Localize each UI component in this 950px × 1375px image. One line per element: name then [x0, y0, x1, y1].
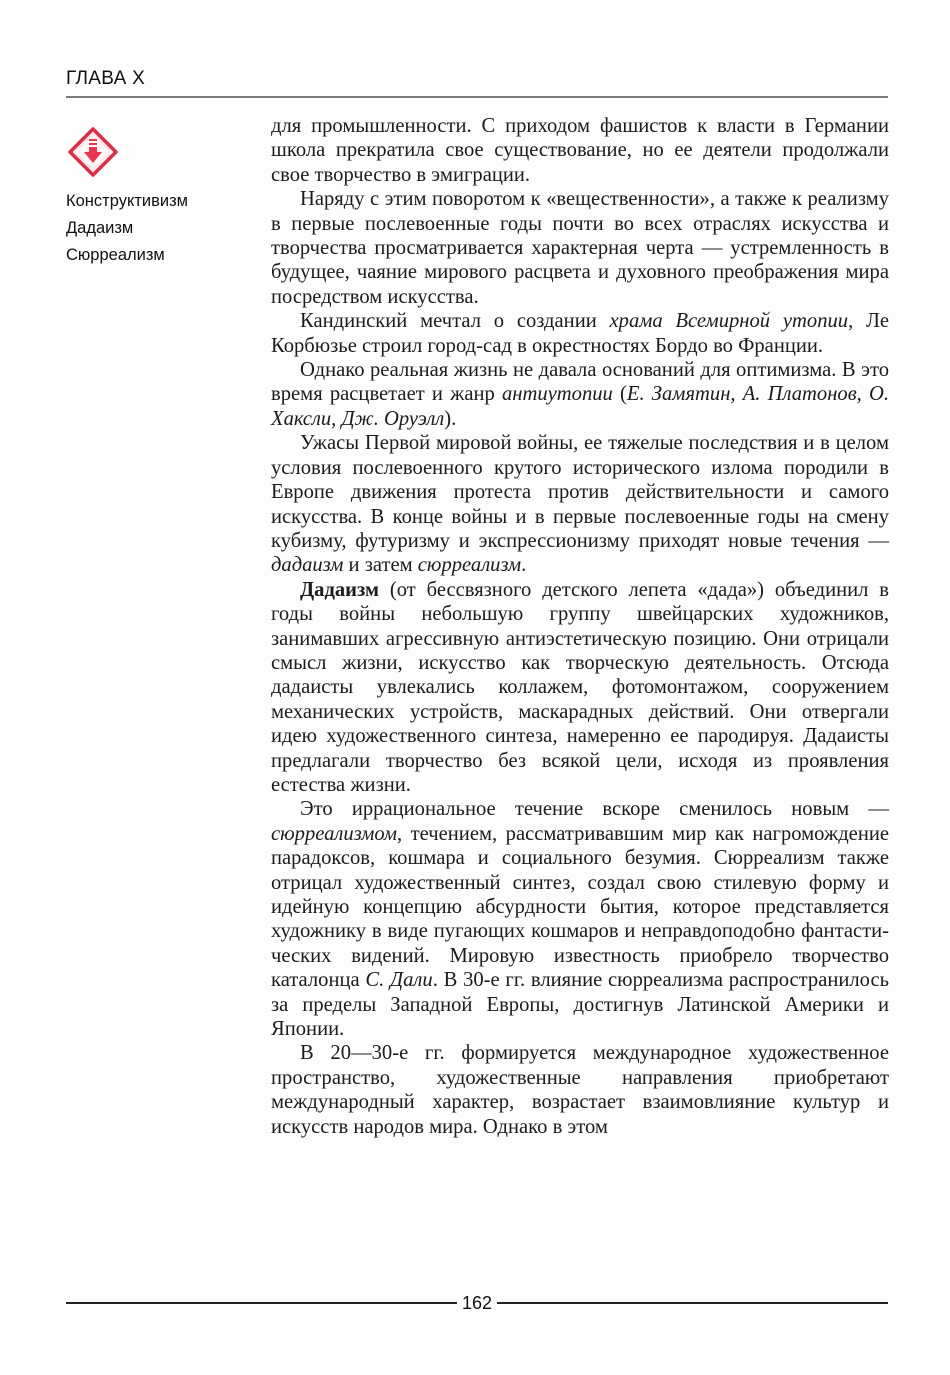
text-run: , Ле Корбюзье строил город-сад в окрестностях Бордо во Франции. [271, 310, 889, 357]
italic-term: Е. Замятин, А. Платонов, О. Хаксли, Дж. Оруэлл [271, 383, 890, 430]
text-run: ( [612, 383, 627, 406]
paragraph [271, 309, 889, 358]
text-run: . [521, 554, 527, 577]
footer-rule-left [66, 1302, 457, 1304]
keyword-item: Дадаизм [66, 219, 134, 237]
paragraph [271, 431, 889, 577]
text-run: Это иррациональное течение вскоре сменилось новым — [300, 798, 889, 821]
italic-term: дадаизм [271, 554, 344, 577]
page-footer [66, 1290, 888, 1316]
text-run: и затем [343, 554, 418, 577]
bold-term: Дадаизм [300, 578, 380, 601]
text-run: Однако реальная жизнь не давала оснований для оптимизма. В это время расцветает и жанр [271, 359, 889, 406]
paragraph [271, 114, 889, 187]
text-run: для промышленности. С приходом фашистов к власти в Германии школа прекратила свое существование, но ее деятели продолжали свое творчество в эмиграции. [271, 115, 889, 186]
text-run: Ужасы Первой мировой войны, ее тяжелые последствия и в целом условия послевоенного крутого исторического излома породили в Европе движения протеста против действительности и самого искусства. В конце войны и в первые послевоенные годы на смену кубизму, футуризму и экспрессионизму приходят новые течения — [271, 432, 889, 552]
italic-term: сюрреализм [417, 554, 522, 577]
paragraph [271, 187, 889, 309]
chapter-title: ГЛАВА X [66, 68, 146, 89]
text-run: ). [444, 407, 457, 430]
page-number: 162 [461, 1292, 493, 1313]
paragraph [271, 358, 889, 431]
key-terms-diamond-arrow-icon [67, 126, 119, 178]
keyword-list [66, 188, 246, 269]
paragraph [271, 578, 889, 798]
margin-sidebar [66, 126, 246, 269]
italic-term: антиутопии [501, 383, 613, 406]
text-run: В 20—30-е гг. формируется международное художественное пространство, художественные направления приобретают международный характер, возрастает взаимовлияние культур и искусств народов мира. Однако в этом [271, 1042, 889, 1138]
italic-term: храма Всемирной утопии [609, 310, 849, 333]
footer-rule-right [497, 1302, 888, 1304]
running-header [66, 66, 888, 98]
paragraph [271, 797, 889, 1041]
keyword-item: Сюрреализм [66, 246, 165, 264]
text-run: . В 30-е гг. влияние сюрреализма распространилось за пределы Западной Европы, достигнув Латинской Америки и Японии. [271, 969, 889, 1041]
paragraph [271, 1041, 889, 1139]
text-run: (от бессвязного детского лепета «дада») объединил в годы войны небольшую группу швейцарских художников, занимавших агрессивную антиэстетическую позицию. Они отрицали смысл жизни, искусство как творческую деятельность. Отсюда дадаисты увлекались коллажем, фотомонтажом, сооружением механических устройств, маскарадных действий. Они отвергали идею художественного синтеза, намеренно ее пародируя. Дадаисты предлагали творчество без всякой цели, исходя из проявления естества жизни. [271, 578, 889, 796]
text-run: Наряду с этим поворотом к «вещественности», а также к реализму в первые послевоенные годы почти во всех отраслях искусства и творчества просматривается характерная черта — устремленность в будущее, чаяние мирового расцвета и духовного преображения мира посредством искусства. [271, 188, 889, 308]
keyword-item: Конструктивизм [66, 192, 189, 210]
body-text [271, 114, 889, 1139]
italic-term: сюрреализмом [271, 822, 398, 845]
text-run: Кандинский мечтал о создании [300, 310, 610, 333]
text-run: , течением, рассматривавшим мир как нагромождение парадоксов, кошмара и социального безумия. Сюрреализм также отрицал художественный синтез, создал свою стилевую форму и идейную концепцию абсурдности бытия, которое представляется художнику в виде пугающих кошмаров и неправдоподобно фантастических видений. Мировую известность приобрело творчество каталонца [271, 822, 889, 992]
italic-term: С. Дали [365, 969, 433, 992]
